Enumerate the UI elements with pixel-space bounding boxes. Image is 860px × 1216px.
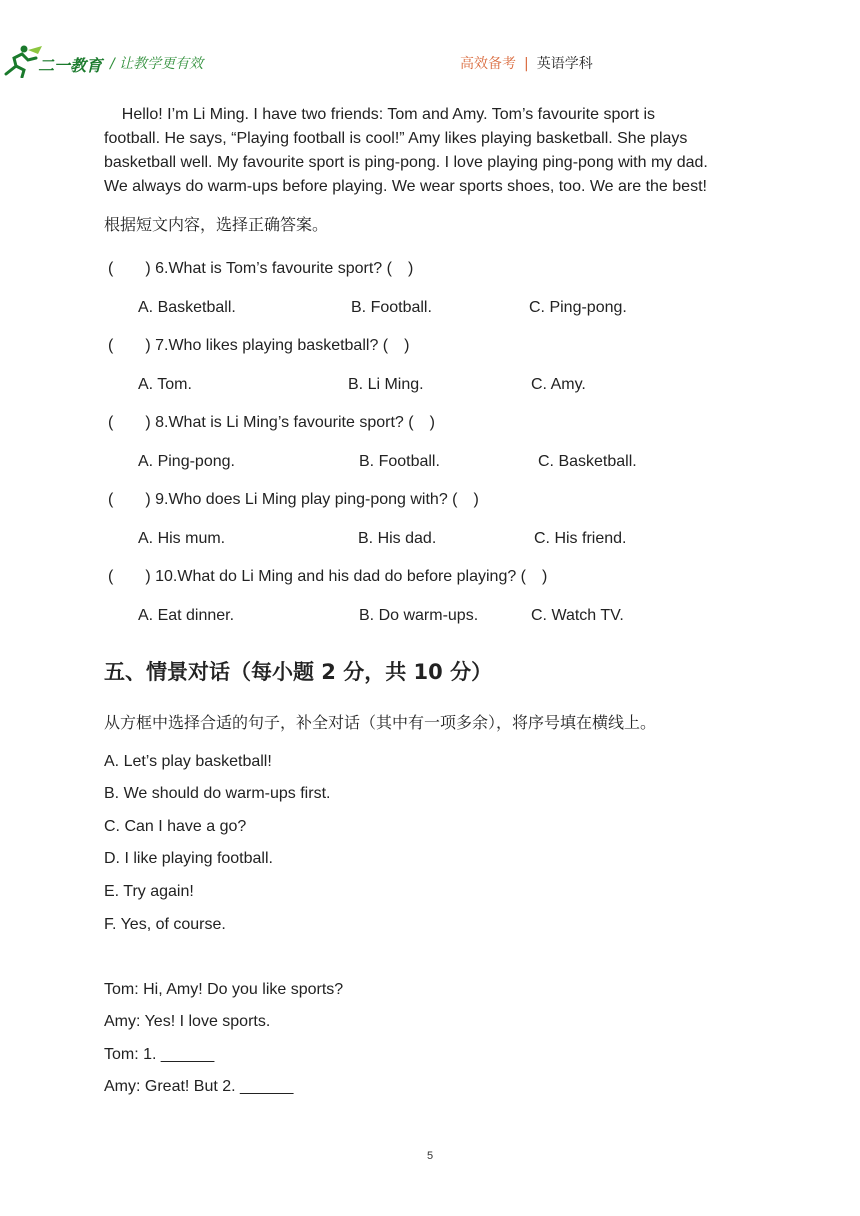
question-9: ( ) 9.Who does Li Ming play ping-pong with? ( ) (108, 491, 479, 508)
q9-option-c: C. His friend. (534, 530, 627, 547)
dialogue-option-a: A. Let’s play basketball! (104, 753, 272, 770)
dialogue-option-e: E. Try again! (104, 883, 194, 900)
dialogue-option-f: F. Yes, of course. (104, 916, 226, 933)
q8-option-c: C. Basketball. (538, 453, 637, 470)
section-5-instruction: 从方框中选择合适的句子，补全对话（其中有一项多余），将序号填在横线上。 (104, 713, 657, 732)
dialogue-option-c: C. Can I have a go? (104, 818, 247, 835)
reading-instruction: 根据短文内容，选择正确答案。 (104, 215, 329, 234)
question-10: ( ) 10.What do Li Ming and his dad do before playing? ( ) (108, 568, 548, 585)
dialogue-line-2: Amy: Yes! I love sports. (104, 1013, 271, 1030)
dialogue-option-d: D. I like playing football. (104, 850, 273, 867)
header-separator: | (524, 56, 529, 72)
q7-option-b: B. Li Ming. (348, 376, 424, 393)
q6-option-a: A. Basketball. (138, 299, 236, 316)
dialogue-option-b: B. We should do warm-ups first. (104, 785, 331, 802)
question-7: ( ) 7.Who likes playing basketball? ( ) (108, 337, 410, 354)
q10-option-c: C. Watch TV. (531, 607, 624, 624)
page-header (0, 0, 860, 80)
page-number: 5 (426, 1150, 434, 1162)
q9-option-a: A. His mum. (138, 530, 226, 547)
dialogue-line-4: Amy: Great! But 2. ______ (104, 1078, 294, 1095)
header-subject-label: 英语学科 (536, 56, 593, 72)
q7-option-a: A. Tom. (138, 376, 192, 393)
passage-line-1: Hello! I’m Li Ming. I have two friends: Tom and Amy. Tom’s favourite sport is (121, 106, 656, 123)
question-6: ( ) 6.What is Tom’s favourite sport? ( ) (108, 260, 414, 277)
dialogue-line-3: Tom: 1. ______ (104, 1046, 215, 1063)
q10-option-b: B. Do warm-ups. (359, 607, 479, 624)
q8-option-b: B. Football. (359, 453, 440, 470)
q7-option-c: C. Amy. (531, 376, 586, 393)
passage-line-3: basketball well. My favourite sport is ping-pong. I love playing ping-pong with my dad. (104, 154, 708, 171)
section-5-heading: 五、情景对话（每小题 2 分，共 10 分） (104, 660, 493, 684)
q6-option-b: B. Football. (351, 299, 432, 316)
dialogue-line-1: Tom: Hi, Amy! Do you like sports? (104, 981, 344, 998)
q6-option-c: C. Ping-pong. (529, 299, 627, 316)
passage-line-2: football. He says, “Playing football is cool!” Amy likes playing basketball. She plays (104, 130, 688, 147)
q8-option-a: A. Ping-pong. (138, 453, 235, 470)
header-subject (460, 53, 593, 73)
brand-name: 二一教育 (38, 56, 103, 75)
passage-line-4: We always do warm-ups before playing. We wear sports shoes, too. We are the best! (104, 178, 707, 195)
question-8: ( ) 8.What is Li Ming’s favourite sport? ( ) (108, 414, 435, 431)
brand-slogan: / 让教学更有效 (110, 56, 204, 72)
q9-option-b: B. His dad. (358, 530, 437, 547)
q10-option-a: A. Eat dinner. (138, 607, 235, 624)
header-tag: 高效备考 (460, 56, 516, 72)
